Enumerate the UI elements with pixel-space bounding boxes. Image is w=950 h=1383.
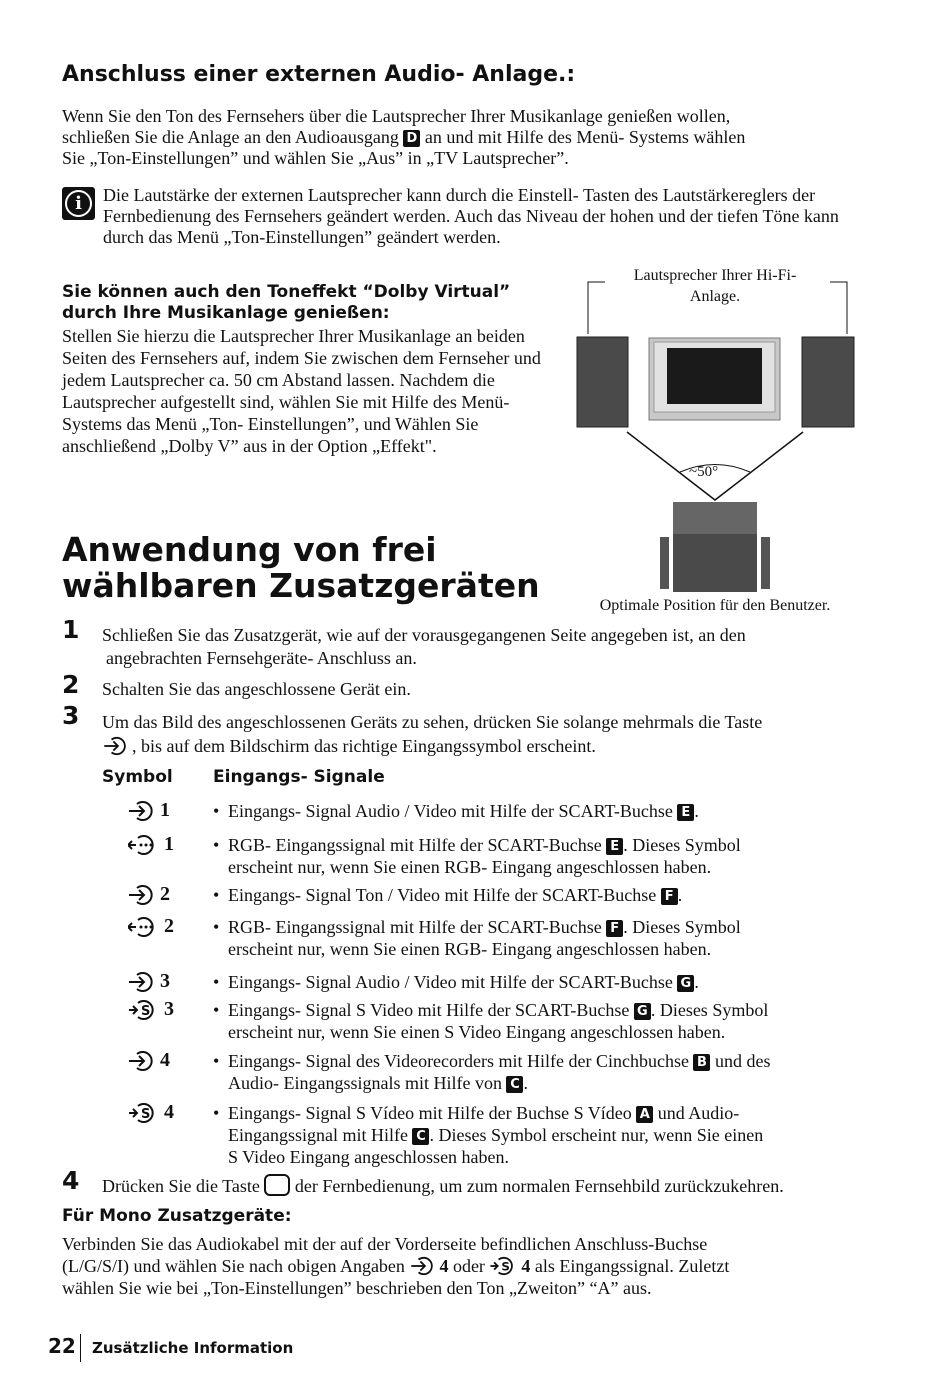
- audio-paragraph: [62, 106, 902, 169]
- step-4-text: Drücken Sie die Taste der Fernbedienung, um zum normalen Fernsehbild zurückzukehren.: [102, 1176, 784, 1196]
- audio-paragraph-line1: Wenn Sie den Ton des Fernsehers über die Lautsprecher Ihrer Musikanlage genießen wollen,: [62, 106, 731, 126]
- mono-title: Für Mono Zusatzgeräte:: [62, 1206, 292, 1226]
- symbol-svideo-4: 4: [128, 1101, 174, 1124]
- av-input-icon: [409, 1256, 439, 1276]
- step-number: 2: [62, 670, 80, 699]
- section-title-devices: Anwendung von frei wählbaren Zusatzgeräten: [62, 530, 540, 605]
- connector-key: C: [412, 1128, 429, 1145]
- mono-text: Verbinden Sie das Audiokabel mit der auf der Vorderseite befindlichen Anschluss-Buchse (L/G/S/I) und wählen Sie nach obigen Angaben 4 oder 4 als Eingangssignal. Zuletzt wählen Sie wie bei „Ton-Einstellungen” beschrieben den Ton „Zweiton” “A” aus.: [62, 1234, 730, 1298]
- av-input-icon: [128, 800, 158, 822]
- rgb-input-icon: [128, 916, 162, 938]
- step-number: 3: [62, 701, 80, 730]
- symbol-av-1: 1: [128, 799, 170, 822]
- signal-row: • RGB- Eingangssignal mit Hilfe der SCART-Buchse F . Dieses Symbol erscheint nur, wenn Sie einen RGB- Eingang angeschlossen haben.: [213, 917, 741, 959]
- column-header-signal: Eingangs- Signale: [213, 767, 385, 787]
- signal-row: • RGB- Eingangssignal mit Hilfe der SCART-Buchse E . Dieses Symbol erscheint nur, wenn Sie einen RGB- Eingang angeschlossen haben.: [213, 835, 741, 877]
- footer-divider: [80, 1334, 81, 1362]
- connector-key-d: D: [403, 130, 420, 147]
- connector-key: F: [606, 920, 623, 937]
- symbol-rgb-1: 1: [128, 833, 174, 856]
- section-title-audio: Anschluss einer externen Audio- Anlage.:: [62, 62, 576, 87]
- step-2-text: Schalten Sie das angeschlossene Gerät ein.: [102, 679, 411, 699]
- signal-row: • Eingangs- Signal S Video mit Hilfe der SCART-Buchse G . Dieses Symbol erscheint nur, wenn Sie einen S Video Eingang angeschlossen haben.: [213, 1000, 769, 1042]
- info-note: Die Lautstärke der externen Lautsprecher kann durch die Einstell- Tasten des Lautstärkereglers der Fernbedienung des Fernsehers geändert werden. Auch das Niveau der hohen und der tiefen Töne kann durch das Menü „Ton-Einstellungen” geändert werden.: [103, 185, 839, 247]
- av-input-icon: [128, 971, 158, 993]
- svideo-input-icon: [128, 1102, 162, 1124]
- av-input-icon: [128, 1050, 158, 1072]
- speaker-diagram: [570, 262, 860, 602]
- dolby-text: Stellen Sie hierzu die Lautsprecher Ihrer Musikanlage an beiden Seiten des Fernsehers auf, indem Sie zwischen dem Fernseher und jedem Lautsprecher ca. 50 cm Abstand lassen. Nachdem die Lautsprecher aufgestellt sind, wählen Sie mit Hilfe des Menü- Systems das Menü „Ton- Einstellungen”, und Wählen Sie anschließend „Dolby V” aus in der Option „Effekt".: [62, 326, 541, 456]
- input-select-icon: [102, 736, 132, 756]
- symbol-av-3: 3: [128, 970, 170, 993]
- signal-row: • Eingangs- Signal Audio / Video mit Hilfe der SCART-Buchse E .: [213, 801, 699, 821]
- position-caption: Optimale Position für den Benutzer.: [599, 597, 831, 614]
- angle-label: ~50°: [689, 464, 719, 480]
- rgb-input-icon: [128, 834, 162, 856]
- step-number: 4: [62, 1166, 80, 1195]
- step-number: 1: [62, 615, 80, 644]
- info-icon: i: [62, 187, 95, 220]
- signal-row: • Eingangs- Signal des Videorecorders mit Hilfe der Cinchbuchse B und des Audio- Eingangssignals mit Hilfe von C .: [213, 1051, 771, 1093]
- footer-section: Zusätzliche Information: [92, 1339, 294, 1357]
- connector-key: C: [506, 1076, 523, 1093]
- connector-key: F: [661, 888, 678, 905]
- connector-key: E: [606, 838, 623, 855]
- audio-paragraph-line3: Sie „Ton-Einstellungen” und wählen Sie „Aus” in „TV Lautsprecher”.: [62, 148, 569, 168]
- svideo-input-icon: [489, 1256, 521, 1276]
- symbol-svideo-3: 3: [128, 998, 174, 1021]
- speaker-placement-figure: [570, 262, 860, 622]
- av-input-icon: [128, 884, 158, 906]
- column-header-symbol: Symbol: [102, 767, 173, 787]
- connector-key: G: [677, 975, 694, 992]
- page-number: 22: [48, 1334, 76, 1358]
- step-1-text: Schließen Sie das Zusatzgerät, wie auf der vorausgegangenen Seite angegeben ist, an den angebrachten Fernsehgeräte- Anschluss an.: [102, 625, 746, 668]
- signal-row: • Eingangs- Signal S Vídeo mit Hilfe der Buchse S Vídeo A und Audio- Eingangssignal mit Hilfe C . Dieses Symbol erscheint nur, wenn Sie einen S Video Eingang angeschlossen haben.: [213, 1103, 764, 1167]
- speaker-caption: Lautsprecher Ihrer Hi-Fi- Anlage.: [633, 267, 797, 305]
- dolby-title: Sie können auch den Toneffekt “Dolby Virtual” durch Ihre Musikanlage genießen:: [62, 282, 511, 323]
- connector-key: A: [636, 1106, 653, 1123]
- tv-button-icon: [264, 1174, 290, 1196]
- signal-row: • Eingangs- Signal Ton / Video mit Hilfe der SCART-Buchse F .: [213, 885, 683, 905]
- symbol-av-2: 2: [128, 883, 170, 906]
- step-3-text: Um das Bild des angeschlossenen Geräts zu sehen, drücken Sie solange mehrmals die Taste , bis auf dem Bildschirm das richtige Eingangssymbol erscheint.: [102, 712, 763, 756]
- symbol-rgb-2: 2: [128, 915, 174, 938]
- svideo-input-icon: [128, 999, 162, 1021]
- signal-row: • Eingangs- Signal Audio / Video mit Hilfe der SCART-Buchse G .: [213, 972, 699, 992]
- connector-key: B: [693, 1054, 710, 1071]
- symbol-av-4: 4: [128, 1049, 170, 1072]
- audio-paragraph-line2: schließen Sie die Anlage an den Audioausgang D an und mit Hilfe des Menü- Systems wählen: [62, 127, 746, 147]
- connector-key: E: [677, 804, 694, 821]
- connector-key: G: [634, 1003, 651, 1020]
